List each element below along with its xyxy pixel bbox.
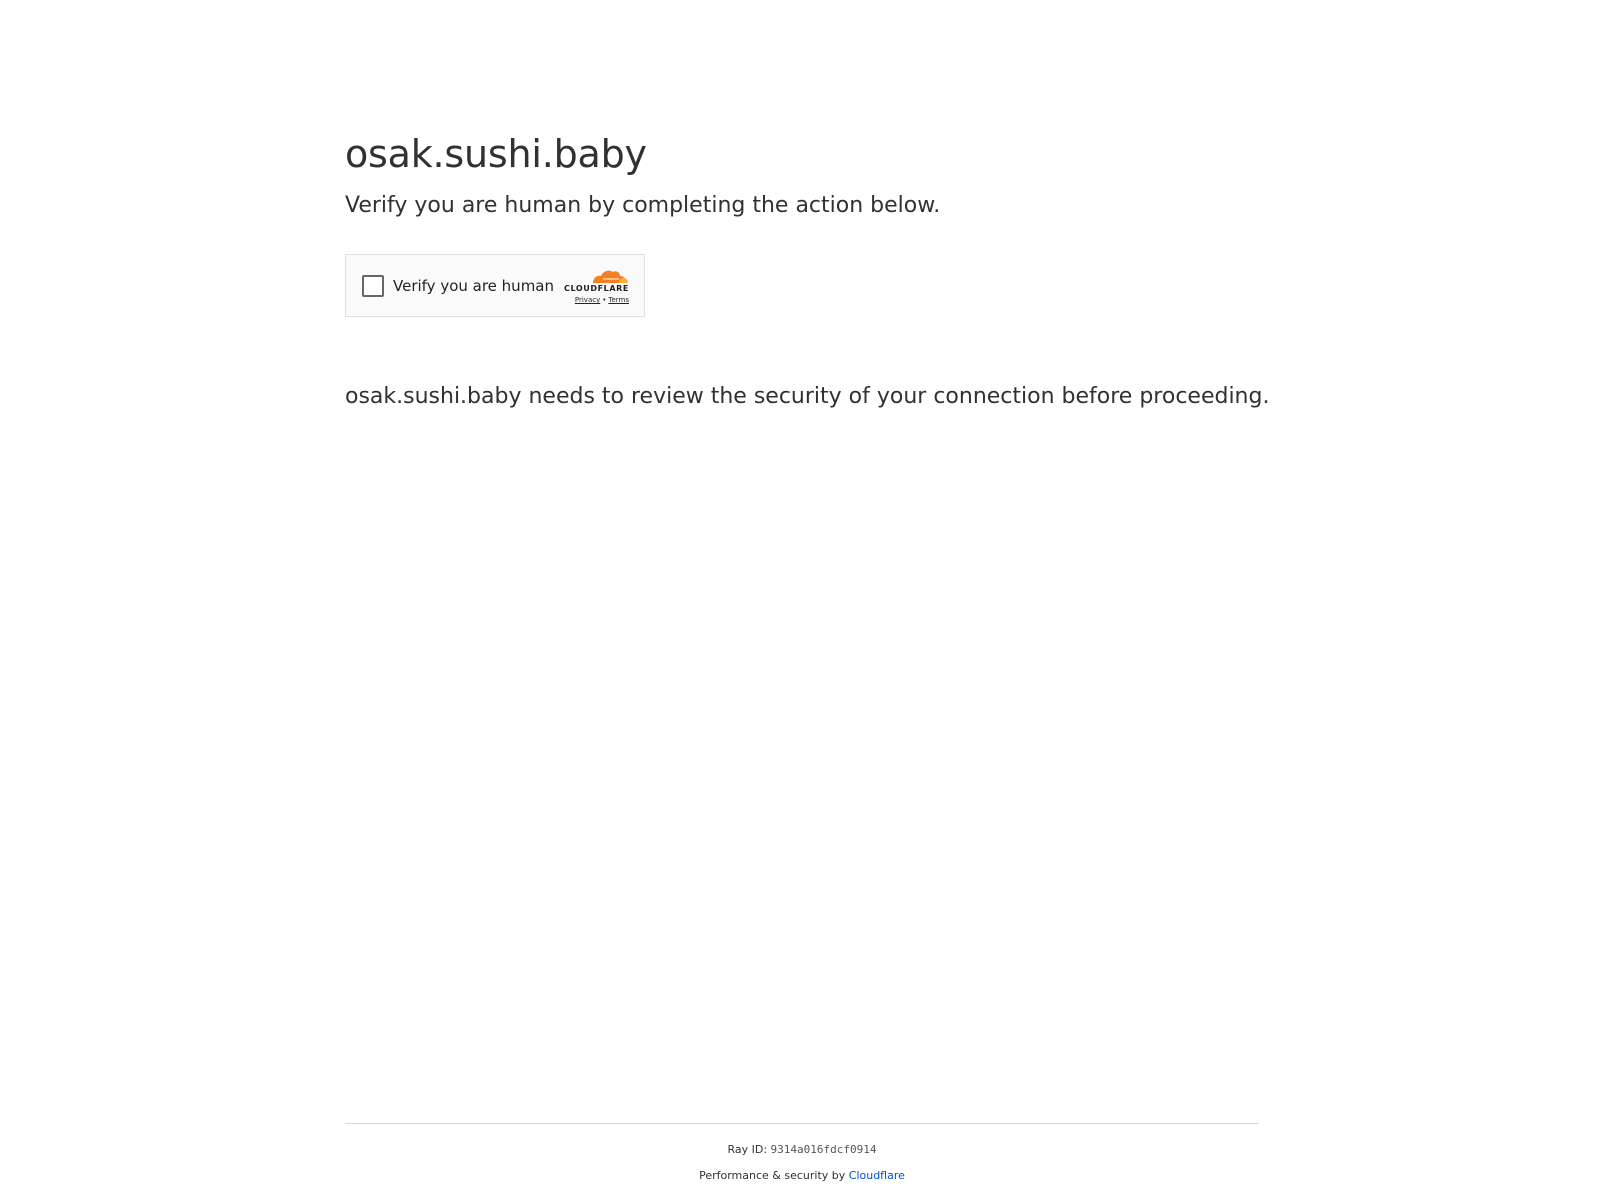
site-name-heading: osak.sushi.baby	[345, 132, 647, 176]
performance-line	[345, 1169, 1259, 1182]
performance-text: Performance & security by	[699, 1169, 846, 1182]
cloudflare-brand	[553, 265, 629, 304]
cloudflare-link[interactable]: Cloudflare	[848, 1169, 905, 1182]
main-content	[345, 132, 1270, 412]
link-separator: •	[602, 296, 607, 305]
brand-links	[553, 296, 629, 304]
ray-id-label: Ray ID:	[727, 1143, 768, 1156]
privacy-link[interactable]: Privacy	[574, 296, 601, 305]
ray-id-line	[345, 1143, 1259, 1156]
turnstile-widget	[345, 254, 645, 317]
verify-instruction: Verify you are human by completing the action below.	[345, 192, 941, 218]
security-notice: osak.sushi.baby needs to review the security of your connection before proceeding.	[345, 384, 1270, 410]
terms-link[interactable]: Terms	[608, 296, 629, 305]
verify-checkbox[interactable]	[362, 275, 384, 297]
footer	[345, 1123, 1259, 1182]
ray-id-value: 9314a016fdcf0914	[770, 1143, 877, 1156]
verify-checkbox-label[interactable]: Verify you are human	[393, 276, 555, 295]
cloudflare-wordmark: CLOUDFLARE	[564, 284, 629, 294]
